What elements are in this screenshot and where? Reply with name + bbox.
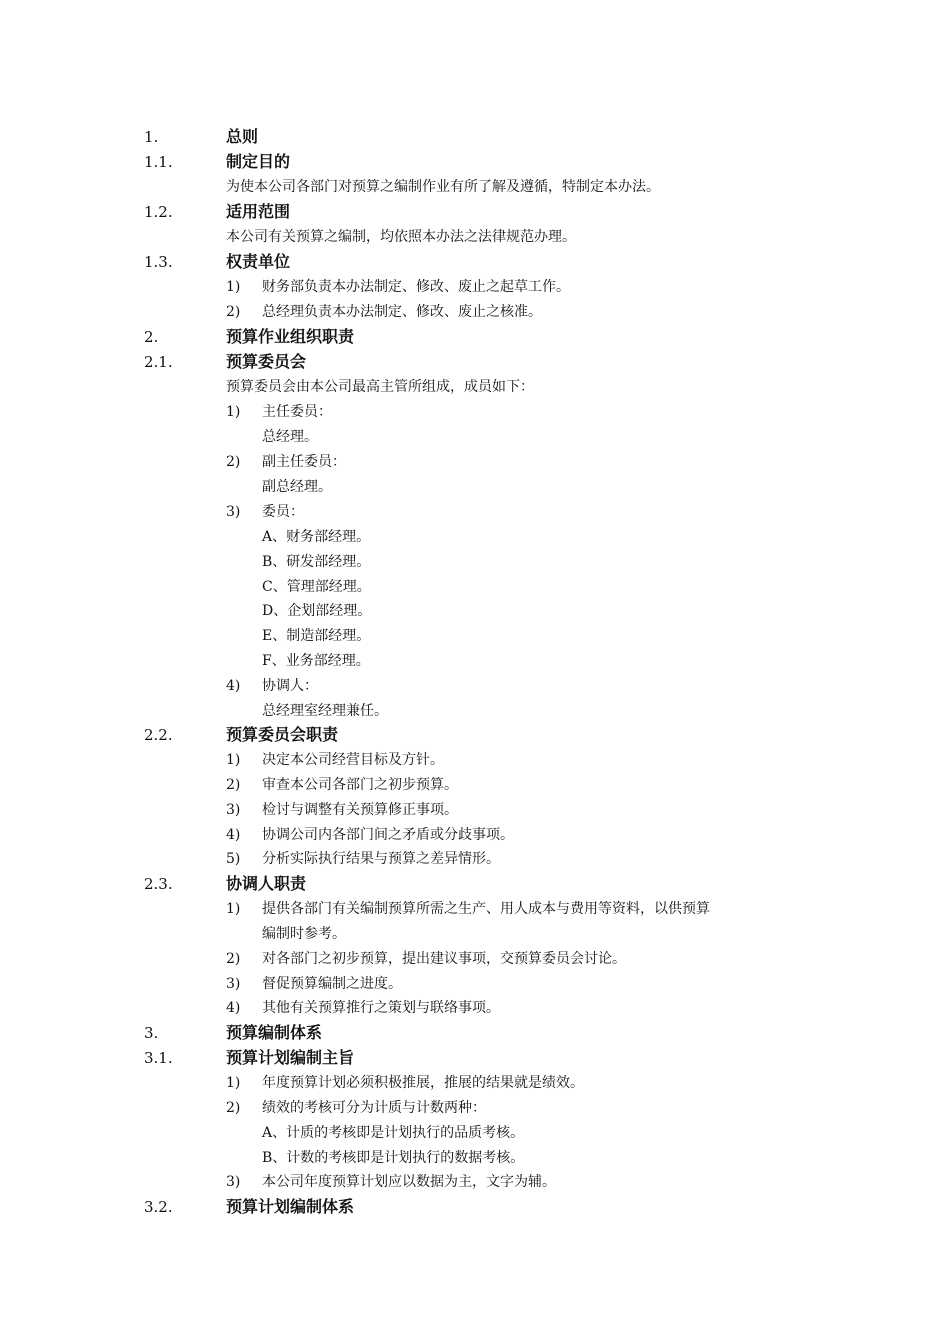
heading-number: 1. (144, 128, 159, 146)
document-page: 1. 总则 1.1. 制定目的 为使本公司各部门对预算之编制作业有所了解及遵循，特制定本办法。 1.2. 适用范围 本公司有关预算之编制，均依照本办法之法律规范办理。 1.3. 权责单位 1) 财务部负责本办法制定、修改、废止之起草工作。 2) 总经理负责本办法制定、修改、废止之核准。 2. 预算作业组织职责 2.1. 预算委员会 预算委员会由本公司最高主管所组成，成员如下： 1) 主任委员： 总经理。 2) 副主任委员： 副总经理。 3) 委员： A、财务部经理。 B、研发部经理。 C、管理部经理。 D、企划部经理。 E、制造部经理。 F、业务部经理。 4) 协调人： 总经理室经理兼任。 2.2. 预算委员会职责 1) 决定本公司经营目标及方针。 2) 审查本公司各部门之初步预算。 3) 检讨与调整有关预算修正事项。 4) 协调公司内各部门间之矛盾或分歧事项。 5) 分析实际执行结果与预算之差异情形。 2.3. 协调人职责 1) 提供各部门有关编制预算所需之生产、用人成本与费用等资料，以供预算 编制时参考。 2) 对各部门之初步预算，提出建议事项，交预算委员会讨论。 3) 督促预算编制之进度。 4) 其他有关预算推行之策划与联络事项。 3. 预算编制体系 3.1. 预算计划编制主旨 1) 年度预算计划必须积极推展，推展的结果就是绩效。 2) 绩效的考核可分为计质与计数两种： A、计质的考核即是计划执行的品质考核。 B、计数的考核即是计划执行的数据考核。 3) 本公司年度预算计划应以数据为主，文字为辅。 3.2. 预算计划编制体系 (144, 127, 710, 1216)
heading-number: 3. (144, 1024, 159, 1042)
heading-title: 预算计划编制主旨 (226, 1048, 355, 1067)
heading-number: 1.3. (144, 253, 173, 271)
heading-title: 权责单位 (226, 252, 291, 271)
heading-title: 预算计划编制体系 (226, 1197, 355, 1216)
heading-number: 1.1. (144, 153, 173, 171)
heading-title: 预算作业组织职责 (226, 327, 355, 346)
heading-number: 2. (144, 328, 159, 346)
heading-number: 3.1. (144, 1049, 173, 1067)
heading-title: 预算编制体系 (226, 1023, 323, 1042)
heading-title: 预算委员会职责 (226, 725, 339, 744)
heading-number: 2.3. (144, 875, 173, 893)
heading-number: 1.2. (144, 203, 173, 221)
heading-title: 协调人职责 (226, 874, 307, 893)
heading-title: 总则 (226, 127, 259, 146)
heading-number: 3.2. (144, 1198, 173, 1216)
heading-title: 制定目的 (226, 152, 291, 171)
heading-title: 适用范围 (226, 202, 291, 221)
heading-number: 2.1. (144, 353, 173, 371)
heading-title: 预算委员会 (226, 352, 307, 371)
heading-number: 2.2. (144, 726, 173, 744)
